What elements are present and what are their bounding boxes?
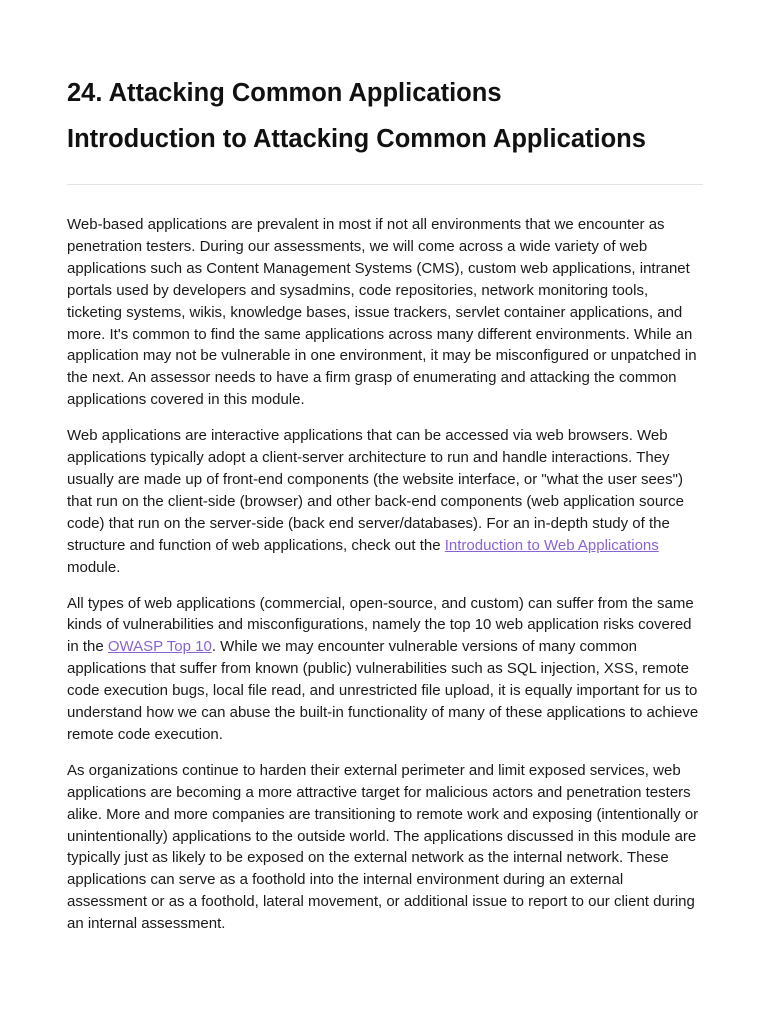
link-intro-to-web-applications[interactable]: Introduction to Web Applications bbox=[444, 536, 659, 554]
divider bbox=[67, 184, 703, 185]
article-body bbox=[67, 214, 707, 949]
paragraph-web-apps bbox=[67, 425, 707, 578]
paragraph-owasp bbox=[67, 593, 707, 746]
paragraph-web-apps-text-after: module. bbox=[67, 558, 121, 576]
paragraph-owasp-text-after: . While we may encounter vulnerable versions of many common applications that suffer from known (public) vulnerabilities such as SQL injection, XSS, remote code execution bugs, local file read, and unrestricted file upload, it is equally important for us to understand how we can abuse the built-in functionality of many of these applications to achieve remote code execution. bbox=[67, 638, 699, 743]
link-owasp-top-10[interactable]: OWASP Top 10 bbox=[107, 638, 212, 656]
paragraph-external-perimeter-text: As organizations continue to harden their external perimeter and limit exposed services, web applications are becoming a more attractive target for malicious actors and penetration testers alike. More and more companies are transitioning to remote work and exposing (intentionally or unintentionally) applications to the outside world. The applications discussed in this module are typically just as likely to be exposed on the external network as the internal network. These applications can serve as a foothold into the internal environment during an external assessment or as a foothold, lateral movement, or additional issue to report to our client during an internal assessment. bbox=[67, 761, 699, 933]
chapter-title: 24. Attacking Common Applications bbox=[67, 79, 502, 107]
section-title: Introduction to Attacking Common Applications bbox=[67, 125, 646, 153]
paragraph-intro bbox=[67, 214, 707, 411]
paragraph-owasp-text-before: All types of web applications (commercial, open-source, and custom) can suffer from the same kinds of vulnerabilities and misconfigurations, namely the top 10 web application risks covered in the bbox=[67, 594, 694, 656]
paragraph-intro-text: Web-based applications are prevalent in most if not all environments that we encounter as penetration testers. During our assessments, we will come across a wide variety of web applications such as Content Management Systems (CMS), custom web applications, intranet portals used by developers and sysadmins, code repositories, network monitoring tools, ticketing systems, wikis, knowledge bases, issue trackers, servlet container applications, and more. It's common to find the same applications across many different environments. While an application may not be vulnerable in one environment, it may be misconfigured or unpatched in the next. An assessor needs to have a firm grasp of enumerating and attacking the common applications covered in this module. bbox=[67, 216, 697, 409]
paragraph-web-apps-text-before: Web applications are interactive applications that can be accessed via web browsers. Web applications typically adopt a client-server architecture to run and handle interactions. They usually are made up of front-end components (the website interface, or "what the user sees") that run on the client-side (browser) and other back-end components (web application source code) that run on the server-side (back end server/databases). For an in-depth study of the structure and function of web applications, check out the bbox=[67, 427, 685, 554]
paragraph-external-perimeter bbox=[67, 760, 707, 935]
